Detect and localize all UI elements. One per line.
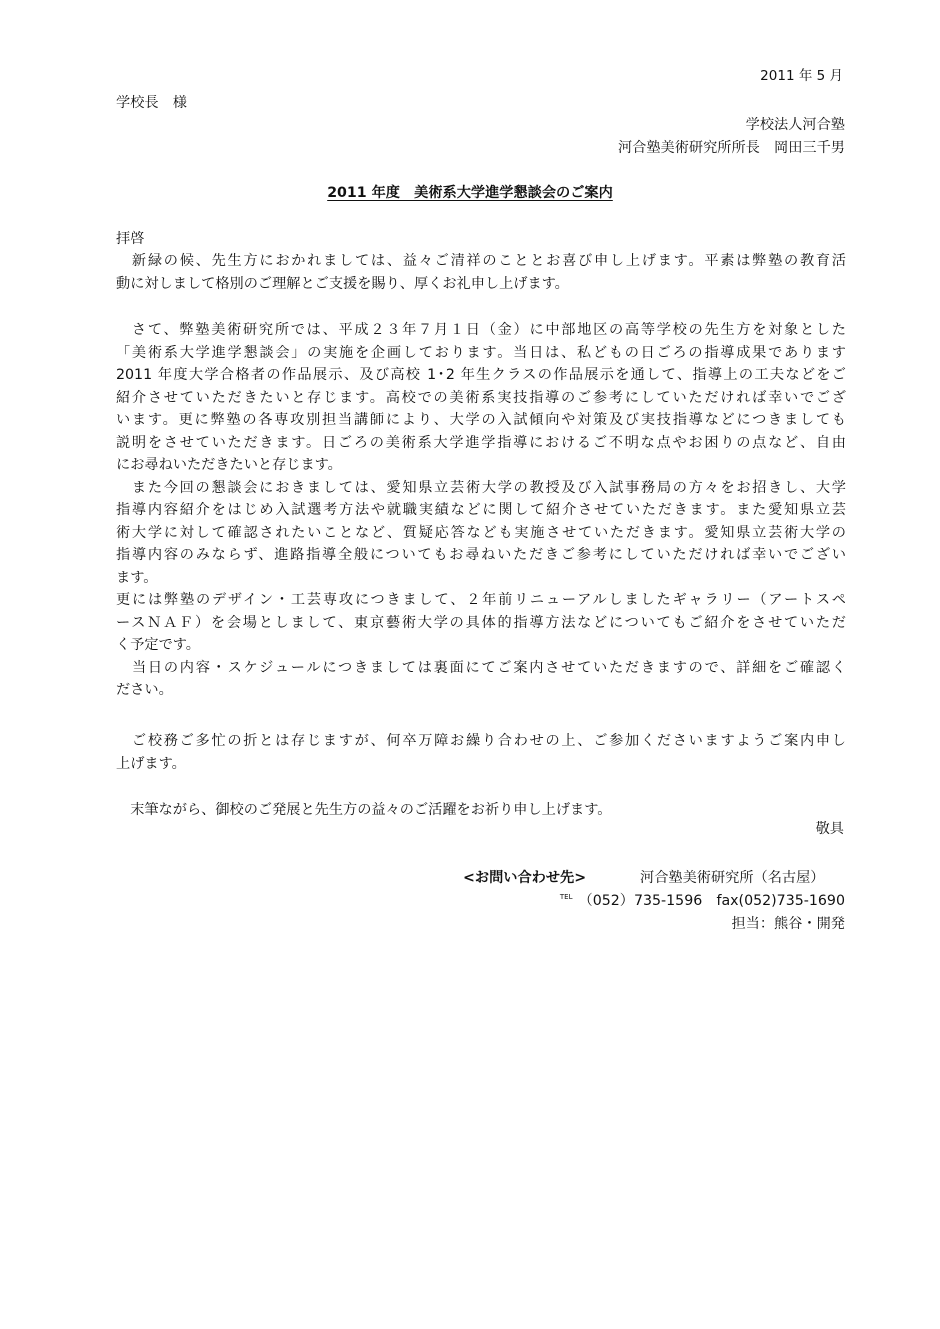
paragraph-line: 2011 年度大学合格者の作品展示、及び高校 1･2 年生クラスの作品展示を通して、指導上の工夫などをご	[116, 367, 846, 383]
paragraph-line: く予定です。	[116, 637, 200, 653]
paragraph-2	[116, 319, 846, 702]
telephone-mark: TEL	[559, 893, 573, 902]
addressee: 学校長 様	[116, 95, 187, 111]
closing-paragraph-1	[116, 730, 846, 775]
paragraph-line: 新緑の候、先生方におかれましては、益々ご清祥のこととお喜び申し上げます。平素は弊塾の教育活	[116, 253, 846, 269]
paragraph-1	[116, 250, 846, 295]
sender-person: 河合塾美術研究所所長 岡田三千男	[617, 140, 845, 156]
paragraph-line: にお尋ねいただきたいと存じます。	[116, 457, 342, 473]
paragraph-line: います。更に弊塾の各専攻別担当講師により、大学の入試傾向や対策及び実技指導などにつきましても	[116, 412, 846, 428]
contact-phone	[560, 894, 845, 908]
contact-label: <お問い合わせ先>	[463, 870, 587, 886]
opening-greeting	[116, 228, 846, 251]
paragraph-line: 「美術系大学進学懇談会」の実施を企画しております。当日は、私どもの日ごろの指導成果であります	[116, 344, 846, 361]
paragraph-line: 上げます。	[116, 755, 186, 772]
paragraph-line: 動に対しまして格別のご理解とご支援を賜り、厚くお礼申し上げます。	[116, 275, 569, 292]
paragraph-line: 更には弊塾のデザイン・工芸専攻につきまして、２年前リニューアルしましたギャラリー（アートスペ	[116, 592, 846, 608]
paragraph-line: 指導内容紹介をはじめ入試選考方法や就職実績などに関して紹介させていただきます。また愛知県立芸	[116, 502, 846, 518]
contact-organization: 河合塾美術研究所（名古屋）	[640, 870, 825, 886]
paragraph-line: ご校務ご多忙の折とは存じますが、何卒万障お繰り合わせの上、ご参加くださいますようご案内申し	[116, 733, 846, 749]
paragraph-line: また今回の懇談会におきましては、愛知県立芸術大学の教授及び入試事務局の方々をお招きし、大学	[116, 479, 846, 496]
paragraph-line: 当日の内容・スケジュールにつきましては裏面にてご案内させていただきますので、詳細をご確認く	[116, 659, 846, 676]
paragraph-line: 紹介させていただきたいと存じます。高校での美術系実技指導のご参考にしていただければ幸いでござ	[116, 389, 846, 406]
paragraph-line: ースＮＡＦ）を会場としまして、東京藝術大学の具体的指導方法などについてもご紹介をさせていただ	[116, 614, 846, 631]
contact-phone-numbers: （052）735-1596 fax(052)735-1690	[578, 893, 845, 909]
letter-title: 2011 年度 美術系大学進学懇談会のご案内	[327, 185, 613, 201]
paragraph-line: さて、弊塾美術研究所では、平成２３年７月１日（金）に中部地区の高等学校の先生方を対象とした	[116, 322, 846, 338]
paragraph-line: ださい。	[116, 682, 173, 698]
paragraph-line: 末筆ながら、御校のご発展と先生方の益々のご活躍をお祈り申し上げます。	[116, 802, 612, 818]
greeting-text: 拝啓	[116, 231, 145, 247]
sign-off: 敬具	[815, 821, 844, 837]
paragraph-line: 術大学に対して確認されたいことなど、質疑応答なども実施させていただきます。愛知県立芸術大学の	[116, 524, 846, 541]
closing-paragraph-2	[116, 799, 846, 822]
paragraph-line: 説明をさせていただきます。日ごろの美術系大学進学指導におけるご不明な点やお困りの点など、自由	[116, 434, 846, 451]
date: 2011 年 5 月	[760, 68, 843, 84]
paragraph-line: 指導内容のみならず、進路指導全般についてもお尋ねいただきご参考にしていただければ幸いでござい	[116, 547, 846, 563]
contact-person: 担当：熊谷・開発	[731, 916, 845, 932]
sender-organization: 学校法人河合塾	[745, 117, 845, 133]
paragraph-line: ます。	[116, 569, 158, 586]
